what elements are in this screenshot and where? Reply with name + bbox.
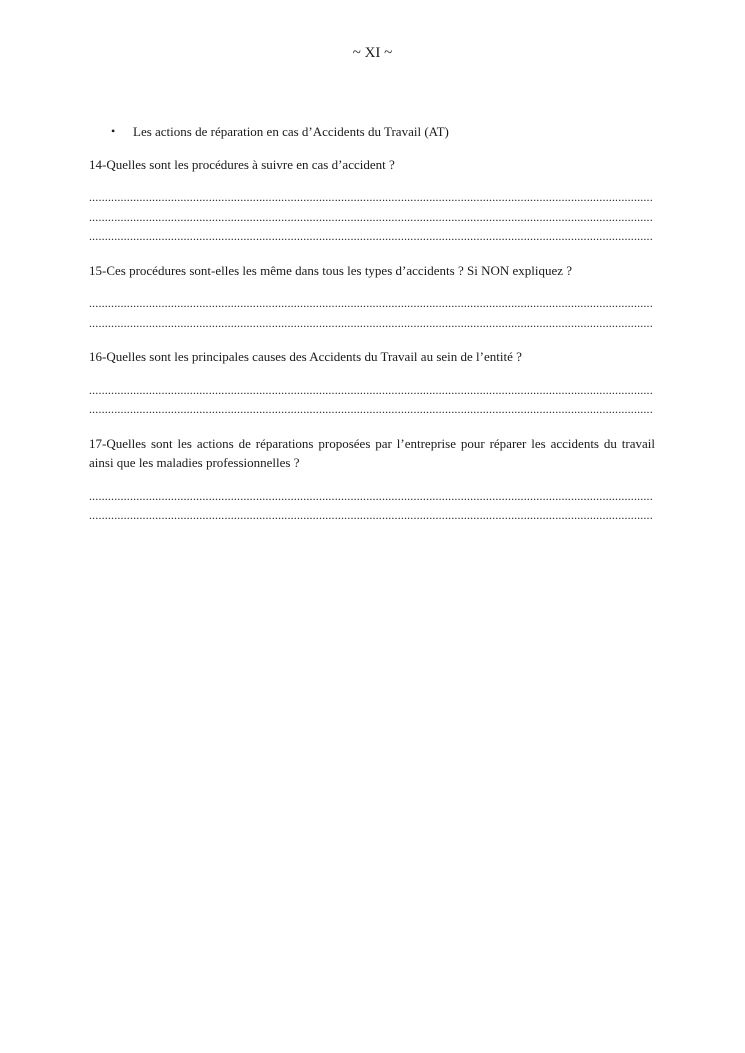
answer-area [89,381,655,420]
answer-line: ................................................................................................................................................................................... [89,488,653,503]
answer-line: ................................................................................................................................................................................... [89,296,653,310]
answer-line: ................................................................................................................................................................................... [89,382,653,397]
bullet-icon: • [111,124,116,138]
question-16 [89,347,655,420]
answer-area [89,487,655,526]
answer-line: ................................................................................................................................................................................... [89,190,653,204]
section-heading-text: Les actions de réparation en cas d’Accidents du Travail (AT) [133,124,449,139]
answer-line: ................................................................................................................................................................................... [89,229,653,243]
question-text: 14-Quelles sont les procédures à suivre en cas d’accident ? [89,156,395,172]
question-15 [89,261,655,334]
questionnaire-body [89,122,655,540]
answer-area [89,294,655,333]
answer-line: ................................................................................................................................................................................... [89,508,653,522]
answer-line: ................................................................................................................................................................................... [89,209,653,224]
page-number: ~ XI ~ [352,45,393,61]
question-text: 15-Ces procédures sont-elles les même dans tous les types d’accidents ? Si NON expliquez ? [89,262,573,278]
question-14 [89,155,655,247]
answer-line: ................................................................................................................................................................................... [89,402,653,416]
question-text: 17-Quelles sont les actions de réparations proposées par l’entreprise pour réparer les accidents du travail ainsi que les maladies professionnelles ? [89,435,655,470]
question-text: 16-Quelles sont les principales causes des Accidents du Travail au sein de l’entité ? [89,349,522,364]
question-17 [89,434,655,526]
section-heading [89,122,655,142]
answer-line: ................................................................................................................................................................................... [89,315,653,330]
answer-area [89,188,655,247]
